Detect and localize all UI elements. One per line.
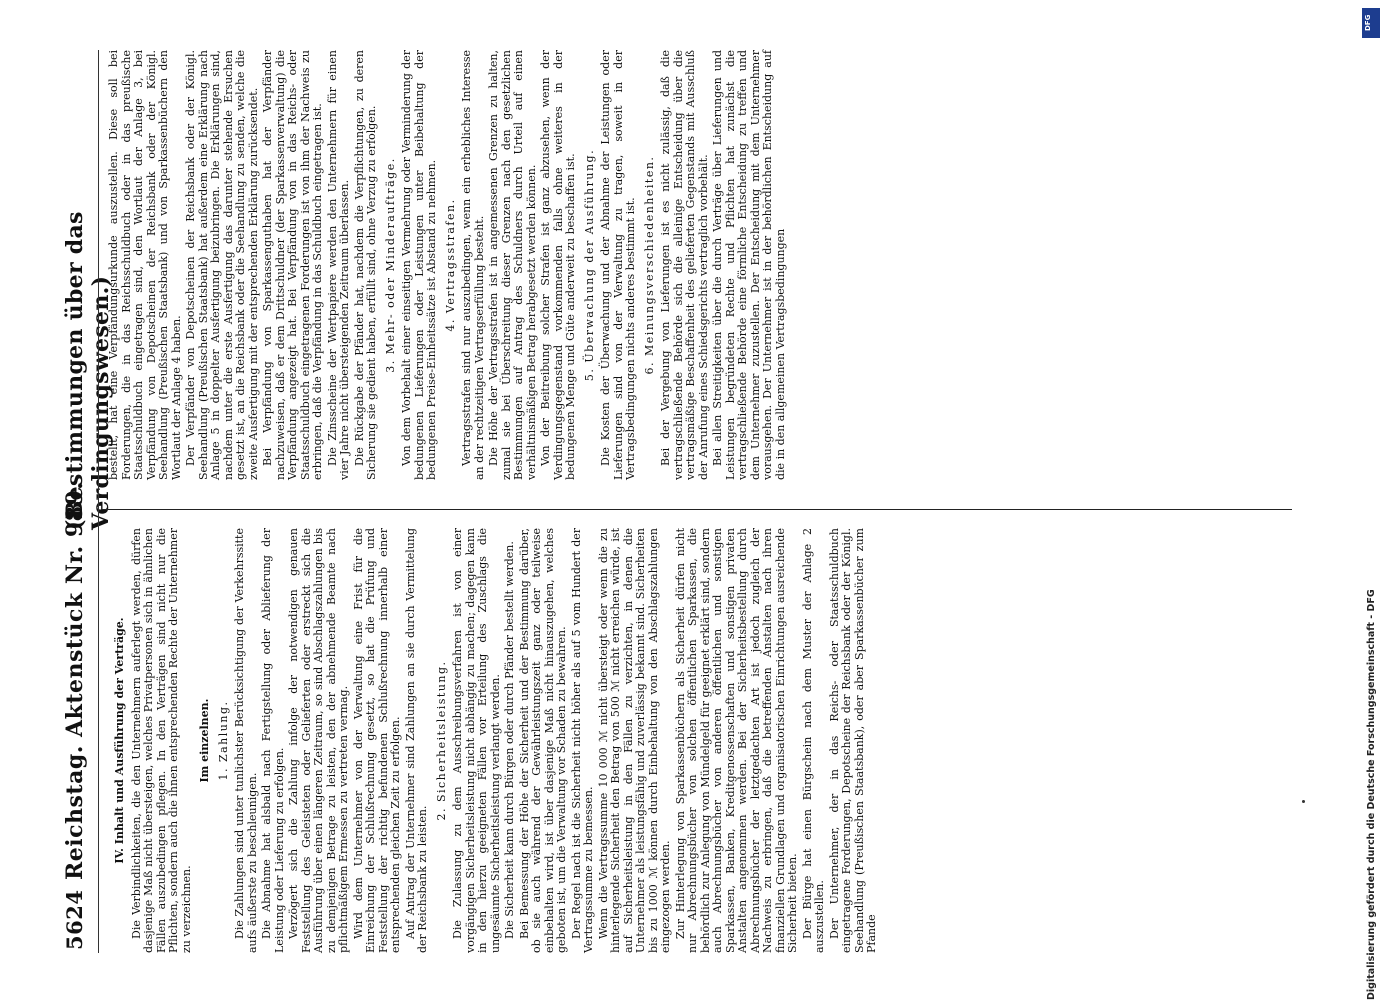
paragraph: Verzögert sich die Zahlung infolge der notwendigen genauen Feststellung des Geleisteten oder Gelieferten oder erstreckt sich die Ausführung über einen längeren Zeitraum, so sind Abschlagszahlungen bis zu demjenigen Betrage zu leisten, den der abnehmende Beamte nach pflichtmäßigem Ermessen zu vertreten vermag. [287, 528, 350, 953]
section-heading: 5. Überwachung der Ausführung. [582, 148, 596, 382]
paragraph: Bei Verpfändung von Sparkassenguthaben hat der Verpfänder nachzuweisen, daß er dem Drittschuldner (der Sparkassenverwaltung) die Verpfändung angezeigt hat. Bei Verpfändung von in das Reichs- oder Staatsschuldbuch eingetragenen Forderungen ist von ihm der Nachweis zu erbringen, daß die Verpfändung in das Schuldbuch eingetragen ist. [261, 50, 324, 480]
paragraph: Von der Beitreibung solcher Strafen ist ganz abzusehen, wenn der Verdingungsgegenstand vorkommenden falls ohne weiteres in der bedungenen Menge und Güte anderweit zu beschaffen ist. [539, 50, 577, 480]
paragraph: Bei allen Streitigkeiten über die durch Verträge über Lieferungen und Leistungen begründeten Rechte und Pflichten hat zunächst die vertragschließende Behörde eine förmliche Entscheidung zu treffen und dem Unternehmer zuzustellen. Der Entscheidung mit dem Unternehmer vorausgehen. Der Unternehmer ist in der behördlichen Entscheidung auf die in den allgemeinen Vertragsbedingungen [711, 50, 787, 480]
paragraph: Vertragsstrafen sind nur auszubedingen, wenn ein erhebliches Interesse an der rechtzeitigen Vertragserfüllung besteht. [460, 50, 486, 480]
paragraph: Zur Hinterlegung von Sparkassenbüchern als Sicherheit dürfen nicht nur Abrechnungsbücher von solchen öffentlichen Sparkassen, die behördlich zur Anlegung von Mündelgeld für geeignet erklärt sind, sondern auch Abrechnungsbücher von anderen öffentlichen und sonstigen Sparkassen, Banken, Kreditgenossenschaften und sonstigen privaten Anstalten angenommen werden. Bei der Sicherheitsbestellung durch Abrechnungsbücher der letztgedachten Art ist jedoch zugleich der Nachweis zu erbringen, daß die betreffenden Anstalten nach ihren finanziellen Grundlagen und organisatorischen Einrichtungen ausreichende Sicherheit bieten. [673, 528, 799, 953]
section-heading: 1. Zahlung. [216, 700, 230, 781]
page-subtitle: (Bestimmungen über das Verdingungswesen.) [62, 211, 114, 530]
paragraph: Die Kosten der Überwachung und der Abnahme der Leistungen oder Lieferungen sind von der Verwaltung zu tragen, soweit in der Vertragsbedingungen nichts anderes bestimmt ist. [599, 50, 637, 480]
paragraph: Der Unternehmer, der in das Reichs- oder Staatsschuldbuch eingetragene Forderungen, Depotscheine der Reichsbank oder der Königl. Seehandlung (Preußischen Staatsbank), oder aber Sparkassenbücher zum Pfande [827, 528, 878, 953]
header-rule [98, 50, 99, 953]
right-column [108, 50, 1308, 480]
scan-speck [1302, 800, 1305, 803]
paragraph: Die Zinsscheine der Wertpapiere werden den Unternehmern für einen vier Jahre nicht übersteigenden Zeitraum überlassen. [325, 50, 351, 480]
paragraph: Die Sicherheit kann durch Bürgen oder durch Pfänder bestellt werden. [503, 541, 516, 939]
section-heading: 4. Vertragsstrafen. [443, 198, 457, 332]
paragraph: Wenn die Vertragssumme 10 000 ℳ nicht übersteigt oder wenn die zu hinterlegende Sicherheit den Betrag von 500 ℳ nicht erreichen würde, ist auf Sicherheitsleistung in den Fällen zu verzichten, in denen die Unternehmer als leistungsfähig und zuverlässig bekannt sind. Sicherheiten bis zu 1000 ℳ können durch Einbehaltung von den Abschlagszahlungen eingezogen werden. [596, 528, 672, 953]
page-number: 5624 [62, 889, 87, 950]
paragraph: Die Abnahme hat alsbald nach Fertigstellung oder Ablieferung der Leistung oder Lieferung zu erfolgen. [260, 528, 286, 953]
paragraph: Der Bürge hat einen Bürgschein nach dem Muster der Anlage 2 auszustellen. [800, 528, 826, 953]
paragraph: Der Regel nach ist die Sicherheit nicht höher als auf 5 vom Hundert der Vertragssumme zu bemessen. [569, 528, 595, 953]
paragraph: bestellt, hat eine Verpfändungsurkunde auszustellen. Diese soll bei Forderungen, die in das Reichsschuldbuch oder in das preußische Staatsschuldbuch eingetragen sind, den Wortlaut der Anlage 3, bei Verpfändung von Depotscheinen der Reichsbank oder der Königl. Seehandlung (Preußischen Staatsbank) und von Sparkassenbüchern den Wortlaut der Anlage 4 haben. [107, 50, 183, 480]
paragraph: Der Verpfänder von Depotscheinen der Reichsbank oder der Königl. Seehandlung (Preußischen Staatsbank) hat außerdem eine Erklärung nach Anlage 5 in doppelter Ausfertigung beizubringen. Die Erklärungen sind, nachdem unter die erste Ausfertigung das darunter stehende Ersuchen gesetzt ist, an die Reichsbank oder die Seehandlung zu senden, welche die zweite Ausfertigung mit der entsprechenden Erklärung zurücksendet. [184, 50, 260, 480]
paragraph: Die Zahlungen sind unter tunlichster Berücksichtigung der Verkehrssitte aufs äußerste zu beschleunigen. [233, 528, 259, 953]
subheading: Im einzelnen. [198, 698, 211, 783]
paragraph: Auf Antrag der Unternehmer sind Zahlungen an sie durch Vermittelung der Reichsbank zu leisten. [403, 528, 429, 953]
dfg-logo-text: DFG [1364, 14, 1372, 32]
section-heading: 2. Sicherheitsleistung. [434, 660, 448, 821]
paragraph: Die Höhe der Vertragsstrafen ist in angemessenen Grenzen zu halten, zumal sie bei Überschreitung dieser Grenzen nach den gesetzlichen Bestimmungen auf Antrag des Schuldners durch Urteil auf einen verhältnismäßigen Betrag herabgesetzt werden können. [487, 50, 538, 480]
paragraph: Bei Bemessung der Höhe der Sicherheit und der Bestimmung darüber, ob sie auch während der Gewährleistungszeit ganz oder teilweise einbehalten wird, ist über dasjenige Maß nicht hinauszugehen, welches geboten ist, um die Verwaltung vor Schaden zu bewahren. [517, 528, 568, 953]
digitization-credit: Digitalisierung gefördert durch die Deutsche Forschungsgemeinschaft - DFG [1366, 589, 1377, 1000]
paragraph: Bei der Vergebung von Lieferungen ist es nicht zulässig, daß die vertragschließende Behörde sich die alleinige Entscheidung über die vertragsmäßige Beschaffenheit des gelieferten Gegenstands mit Ausschluß der Anrufung eines Schiedsgerichts vertraglich vorbehält. [659, 50, 710, 480]
left-column [108, 528, 1288, 953]
section-heading: IV. Inhalt und Ausführung der Verträge. [113, 617, 126, 864]
page-title: Reichstag. Aktenstück Nr. 989. [62, 481, 88, 880]
column-divider [102, 509, 1292, 510]
paragraph: Von dem Vorbehalt einer einseitigen Vermehrung oder Verminderung der bedungenen Lieferungen oder Leistungen unter Beibehaltung der bedungenen Preise-Einheitssätze ist Abstand zu nehmen. [400, 50, 438, 480]
section-heading: 3. Mehr- oder Minderaufträge. [383, 157, 397, 373]
paragraph: Die Zulassung zu dem Ausschreibungsverfahren ist von einer vorgängigen Sicherheitsleistung nicht abhängig zu machen; dagegen kann in den hierzu geeigneten Fällen vor Erteilung des Zuschlags die ungesäumte Sicherheitsleistung verlangt werden. [451, 528, 502, 953]
section-heading: 6. Meinungsverschiedenheiten. [642, 155, 656, 375]
paragraph: Die Verbindlichkeiten, die den Unternehmern auferlegt werden, dürfen dasjenige Maß nicht übersteigen, welches Privatpersonen sich in ähnlichen Fällen auszubedingen pflegen. In den Verträgen sind nicht nur die Pflichten, sondern auch die ihnen entsprechenden Rechte der Unternehmer zu verzeichnen. [129, 528, 193, 953]
paragraph: Die Rückgabe der Pfänder hat, nachdem die Verpflichtungen, zu deren Sicherung sie gedient haben, erfüllt sind, ohne Verzug zu erfolgen. [352, 50, 378, 480]
paragraph: Wird dem Unternehmer von der Verwaltung eine Frist für die Einreichung der Schlußrechnung gesetzt, so hat die Prüfung und Feststellung der richtig befundenen Schlußrechnung innerhalb einer entsprechenden gleichen Zeit zu erfolgen. [351, 528, 402, 953]
dfg-logo [1362, 8, 1380, 38]
page-header [58, 50, 114, 950]
